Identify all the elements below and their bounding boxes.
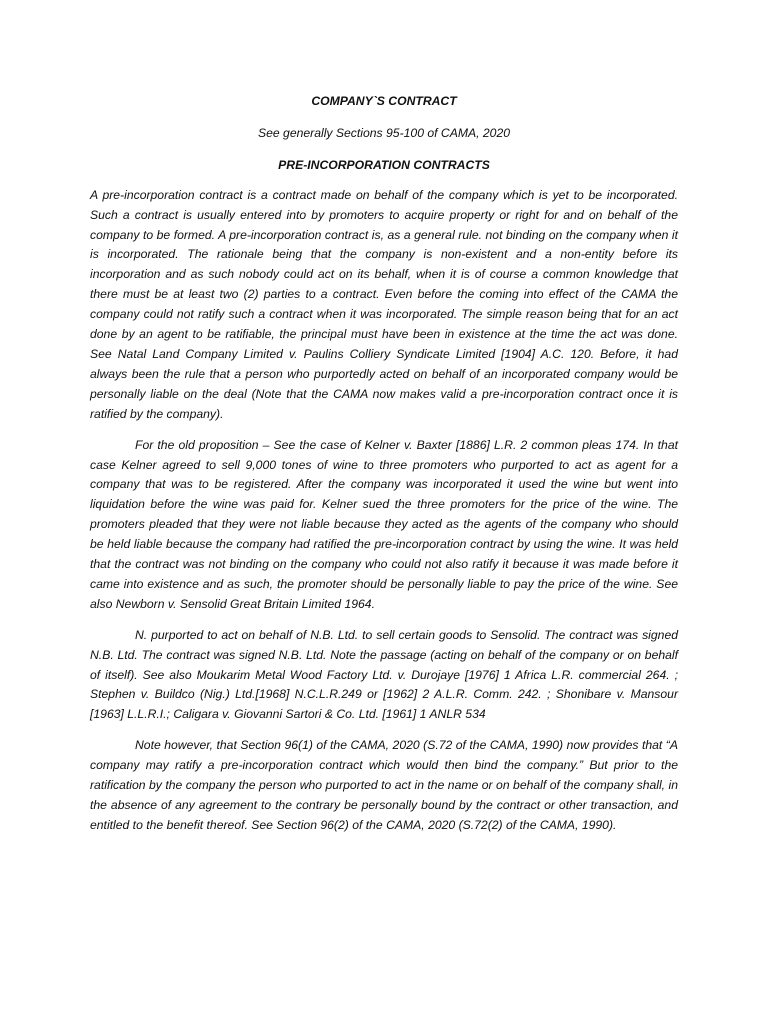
paragraph-section-96: Note however, that Section 96(1) of the CAMA, 2020 (S.72 of the CAMA, 1990) now provides that “A company may ratify a pre-incorporation contract which would then bind the company.” But prior to the ratification by the company the person who purported to act in the name or on behalf of the company shall, in the absence of any agreement to the contrary be personally bound by the contract or other transaction, and entitled to the benefit thereof. See Section 96(2) of the CAMA, 2020 (S.72(2) of the CAMA, 1990).: [90, 738, 678, 832]
document-subtitle: See generally Sections 95-100 of CAMA, 2020: [257, 125, 511, 140]
paragraph-newborn-sensolid: N. purported to act on behalf of N.B. Ltd. to sell certain goods to Sensolid. The contract was signed N.B. Ltd. The contract was signed N.B. Ltd. Note the passage (acting on behalf of the company or on behalf of itself). See also Moukarim Metal Wood Factory Ltd. v. Durojaye [1976] 1 Africa L.R. commercial 264. ; Stephen v. Buildco (Nig.) Ltd.[1968] N.C.L.R.249 or [1962] 2 A.L.R. Comm. 242. ; Shonibare v. Mansour [1963] L.L.R.I.; Caligara v. Giovanni Sartori & Co. Ltd. [1961] 1 ANLR 534: [90, 627, 678, 722]
paragraph-kelner-baxter: For the old proposition – See the case of Kelner v. Baxter [1886] L.R. 2 common pleas 174. In that case Kelner agreed to sell 9,000 tones of wine to three promoters who purported to act as agent for a company that was to be registered. After the company was incorporated it used the wine but went into liquidation before the wine was paid for. Kelner sued the three promoters for the price of the wine. The promoters pleaded that they were not liable because they acted as the agents of the company who should be held liable because the company had ratified the pre-incorporation contract by using the wine. It was held that the contract was not binding on the company who could not also ratify it because it was made before it came into existence and as such, the promoter should be personally liable to pay the price of the wine. See also Newborn v. Sensolid Great Britain Limited 1964.: [90, 437, 678, 611]
paragraph-intro: A pre-incorporation contract is a contract made on behalf of the company which is yet to be incorporated. Such a contract is usually entered into by promoters to acquire property or right for and on behalf of the company to be formed. A pre-incorporation contract is, as a general rule. not binding on the company when it is incorporated. The rationale being that the company is non-existent and a non-entity before its incorporation and as such nobody could act on its behalf, when it is of course a common knowledge that there must be at least two (2) parties to a contract. Even before the coming into effect of the CAMA the company could not ratify such a contract when it was incorporated. The simple reason being that for an act done by an agent to be ratifiable, the principal must have been in existence at the time the act was done. See Natal Land Company Limited v. Paulins Colliery Syndicate Limited [1904] A.C. 120. Before, it had always been the rule that a person who purportedly acted on behalf of an incorporated company would be personally liable on the deal (Note that the CAMA now makes valid a pre-incorporation contract once it is ratified by the company).: [90, 187, 678, 421]
section-heading: PRE-INCORPORATION CONTRACTS: [278, 157, 490, 172]
document-title: COMPANY`S CONTRACT: [311, 94, 457, 108]
